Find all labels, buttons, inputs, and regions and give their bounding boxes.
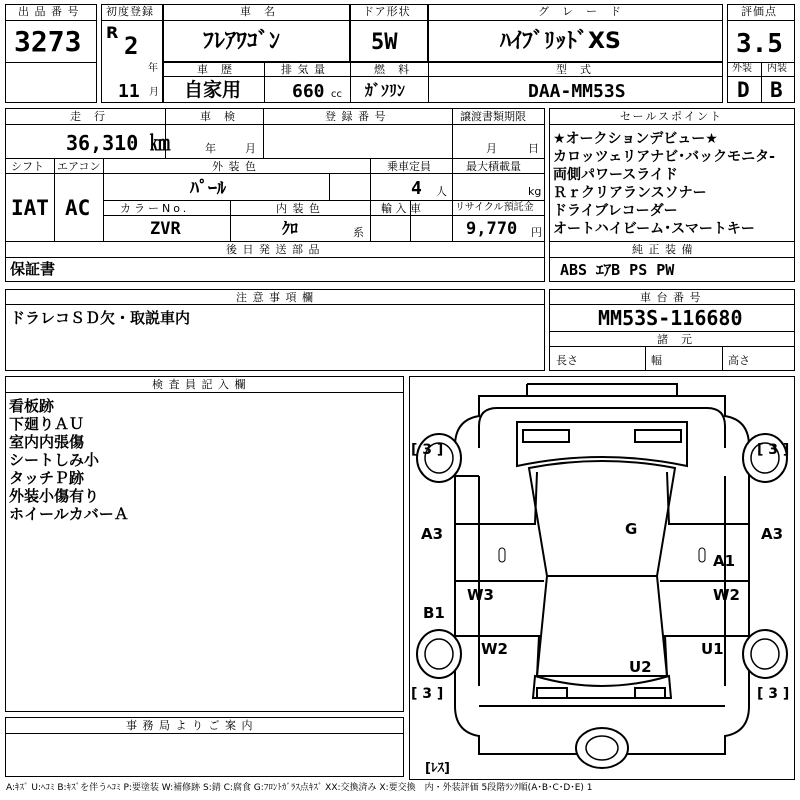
spec-row-box <box>163 62 723 103</box>
chassis-label: 車 台 番 号 <box>640 291 702 304</box>
car-name: ﾌﾚｱﾜｺﾞﾝ <box>203 29 281 54</box>
load-unit: kg <box>528 185 542 198</box>
office-label: 事 務 局 よ り ご 案 内 <box>126 719 254 732</box>
damage-mark-left-front-door: W3 <box>467 586 494 604</box>
first-reg-year: 2 <box>124 32 139 60</box>
sales-point-line: ★オークションデビュー★ <box>553 131 718 147</box>
chassis-number: MM53S-116680 <box>598 306 743 330</box>
displacement-unit: cc <box>331 89 342 100</box>
model-label: 型 式 <box>556 63 592 76</box>
damage-mark-left-rear-door: W2 <box>481 640 508 658</box>
color-no-label: カラーNo. <box>120 202 190 215</box>
grade-label: グ レ ー ド <box>538 5 622 18</box>
inspection-label: 車 検 <box>200 110 236 123</box>
mileage-label: 走 行 <box>70 110 106 123</box>
month-unit: 月 <box>149 87 159 98</box>
transfer-day-unit: 日 <box>528 142 539 155</box>
inspector-label: 検 査 員 記 入 欄 <box>152 378 247 391</box>
reg-no-label: 登 録 番 号 <box>325 110 387 123</box>
interior-color: ｸﾛ <box>282 219 299 238</box>
inspector-line: ホイールカバーＡ <box>9 505 129 523</box>
length-label: 長さ <box>556 354 578 367</box>
transfer-label: 譲渡書類期限 <box>460 110 526 123</box>
sales-point-line: ドライブレコーダー <box>553 203 678 219</box>
damage-mark-left-front-fender: A3 <box>421 525 444 543</box>
color-label: 外 装 色 <box>212 160 257 173</box>
interior-label: 内装 <box>767 63 787 74</box>
interior-grade: B <box>770 78 783 102</box>
damage-mark-roof: U2 <box>629 658 652 676</box>
exterior-label: 外装 <box>732 63 752 74</box>
height-label: 高さ <box>728 354 750 367</box>
inspector-line: タッチＰ跡 <box>9 469 85 487</box>
year-unit: 年 <box>148 63 158 74</box>
inspector-line: シートしみ小 <box>9 451 100 469</box>
ac-label: エアコン <box>57 160 101 173</box>
damage-mark-right-rear-door-lower: U1 <box>701 640 724 658</box>
displacement: 660 <box>292 81 325 102</box>
tire-tread-front-left: [ 3 ] <box>411 442 444 458</box>
equipment: ABS ｴｱB PS PW <box>560 261 675 279</box>
grade: ﾊｲﾌﾞﾘｯﾄﾞXS <box>500 29 621 54</box>
tire-tread-rear-left: [ 3 ] <box>411 686 444 702</box>
tire-tread-front-right: [ 3 ] <box>757 442 790 458</box>
sales-point-line: カロッツェリアナビ･バックモニタ- <box>553 149 775 165</box>
sales-points-list <box>553 130 775 238</box>
sales-points-label: セールスポイント <box>620 110 724 123</box>
width-label: 幅 <box>651 354 662 367</box>
notes: ドラレコＳＤ欠・取説車内 <box>10 309 191 327</box>
sales-point-line: 両側パワースライド <box>553 167 678 183</box>
equipment-label: 純 正 装 備 <box>632 243 694 256</box>
inspector-line: 外装小傷有り <box>9 487 100 505</box>
car-name-label: 車 名 <box>240 5 276 18</box>
door-label: ドア形状 <box>363 5 411 18</box>
first-reg-month: 11 <box>118 81 140 102</box>
legend: A:ｷｽﾞ U:ﾍｺﾐ B:ｷｽﾞを伴うﾍｺﾐ P:要塗装 W:補修跡 S:錆 C:腐食 G:ﾌﾛﾝﾄｶﾞﾗｽ点ｷｽﾞ XX:交換済み X:要交換 内・外装評価 5段階ﾗﾝｸ順(A･B･C･D･E) 1 <box>6 783 593 793</box>
shift-label: シフト <box>11 160 44 173</box>
damage-mark-right-rear-door: W2 <box>713 586 740 604</box>
interior-color-label: 内 装 色 <box>276 202 321 215</box>
recycle-unit: 円 <box>531 226 542 239</box>
import-label: 輸 入 車 <box>381 202 421 215</box>
color: ﾊﾟｰﾙ <box>190 178 226 199</box>
damage-mark-windshield: G <box>625 520 638 538</box>
lot-number: 3273 <box>14 25 82 58</box>
first-reg-label: 初度登録 <box>106 5 154 18</box>
dims-label: 諸 元 <box>657 333 693 346</box>
capacity-label: 乗車定員 <box>387 160 431 173</box>
damage-mark-right-front-door: A1 <box>713 552 736 570</box>
exterior-grade: D <box>737 78 750 102</box>
fuel: ｶﾞｿﾘﾝ <box>365 81 406 100</box>
notes-label: 注 意 事 項 欄 <box>236 291 314 304</box>
door: 5W <box>371 30 398 55</box>
damage-mark-right-front-fender: A3 <box>761 525 784 543</box>
fuel-label: 燃 料 <box>374 63 410 76</box>
score-label: 評価点 <box>741 5 777 18</box>
mileage: 36,310 ㎞ <box>66 131 171 155</box>
load-label: 最大積載量 <box>466 160 521 173</box>
lot-label: 出 品 番 号 <box>18 5 80 18</box>
history: 自家用 <box>184 79 242 101</box>
recycle: 9,770 <box>466 219 518 239</box>
model: DAA-MM53S <box>528 81 626 102</box>
inspector-line: 看板跡 <box>9 397 55 415</box>
score: 3.5 <box>736 29 783 59</box>
later-parts: 保証書 <box>10 260 56 278</box>
sales-point-line: オートハイビーム･スマートキー <box>553 221 755 237</box>
later-parts-label: 後 日 発 送 部 品 <box>226 243 321 256</box>
inspector-line: 室内内張傷 <box>9 433 85 451</box>
damage-mark-left-rear-fender: B1 <box>423 604 445 622</box>
inspector-notes <box>9 397 129 523</box>
transfer-month-unit: 月 <box>486 142 497 155</box>
car-diagram <box>409 376 795 780</box>
history-label: 車 歴 <box>197 63 233 76</box>
era: R <box>106 23 119 42</box>
spare-tire-label: [ﾚｽ] <box>425 761 450 776</box>
sales-point-line: Ｒｒクリアランスソナー <box>553 185 707 201</box>
color-no: ZVR <box>150 219 181 239</box>
displacement-label: 排 気 量 <box>281 63 326 76</box>
inspector-line: 下廻りＡＵ <box>9 415 85 433</box>
inspection-year-unit: 年 <box>205 142 216 155</box>
capacity: 4 <box>411 178 422 199</box>
recycle-label: リサイクル預託金 <box>455 202 534 213</box>
inspection-month-unit: 月 <box>245 142 256 155</box>
tire-tread-rear-right: [ 3 ] <box>757 686 790 702</box>
shift: IAT <box>11 196 49 220</box>
capacity-unit: 人 <box>436 185 447 198</box>
ac: AC <box>65 196 91 220</box>
interior-color-unit: 系 <box>353 226 364 239</box>
